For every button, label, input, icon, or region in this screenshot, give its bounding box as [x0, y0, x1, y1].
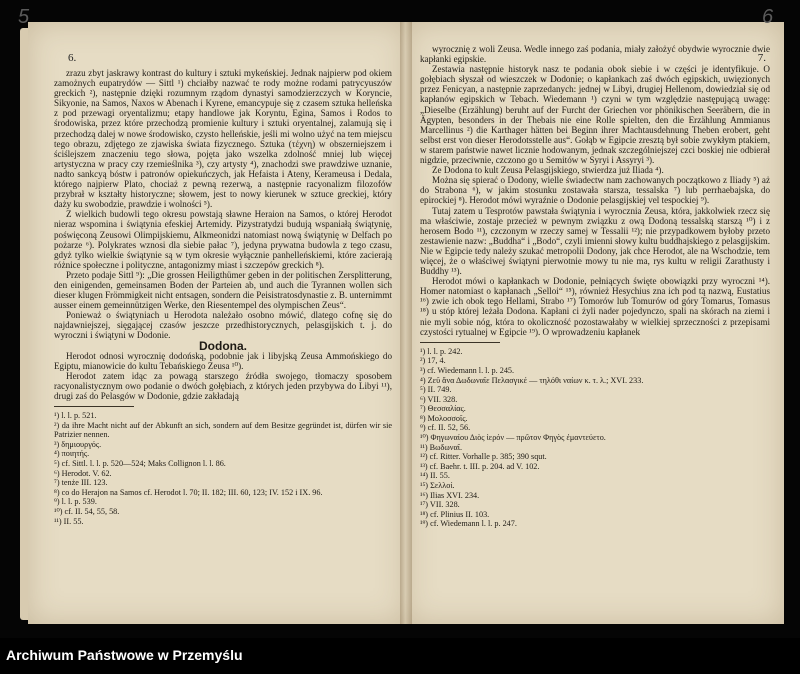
pencil-folio-left: 5 — [18, 6, 30, 28]
left-page — [28, 22, 407, 624]
left-paragraph: zrazu zbyt jaskrawy kontrast do kultury i sztuki mykeńskiej. Jednak najpierw pod okiem zamożnych eupatrydów — Sittl ¹) chciałby nazwać te rody możne rodami patrycyuszów greckich ²), następnie dzięki rozumnym rządom dynastyi samodzierzczych w Koryncie, Sikyonie, na Samos, Naxos w Abenach i Kyrene, emancypuje się z czasem sztuka helleńska z pod przewagi oryentalizmu; etapy handlowe jak Koryntu, Egina, Samos i Rodos to środowiska, przez które przechodzą promienie kultury i sztuki oryentalnej, zalamują się i przechodzą dalej w nowe środowisko, czysto helleńskie, jeśli mi wolno użyć na tem miejscu tego obrazu, zdjętego ze zjawiska świata fizycznego. Sztuka (τέχνη) w obszerniejszem i ściślejszem znaczeniu tego słowa, pojęta jako wszelka zdolność mniej lub więcej artystyczna w pracy czy rzemieślnika ³), czy artysty ⁴), znachodzi swe prawdziwe uznanie, nadto sankcyą bóstw i patronów opiekuńczych, jak Hefaista i Ateny, Kerameusa i Dedala, którego najpierw Plato, chociaż z pewną rezerwą, a następnie racyonalizm filozofów przybrał w kształty historyczne; słowem, jest to nowy kierunek w sztuce greckiej, który daży ku swobodzie, prawdzie i wolności ⁵). — [54, 68, 392, 210]
right-paragraph: Można się spierać o Dodony, wielle świadectw nam zachowanych początkowo z Iliady ⁵) aż do Strabona ⁶), w jakim stosunku zostawała starsza, tessalska ⁷) lub perrhaebajska, do epirockiej ⁸). Herodot mówi wyraźnie o Dodonie pelasgijskiej vel tespockiej ⁹). — [420, 175, 770, 206]
footnote: ¹⁰) cf. II. 54, 55, 58. — [54, 507, 120, 517]
left-paragraph: Herodot odnosi wyrocznię dodońską, podobnie jak i libyjską Zeusa Ammońskiego do Egiptu, mianowicie do kultu Tebańskiego Zeusa ¹⁰). — [54, 350, 392, 371]
footnote: ¹³) cf. Baehr. t. III. p. 204. ad V. 102. — [420, 461, 540, 471]
footnote: ⁸) co do Herajon na Samos cf. Herodot l. 70; II. 182; III. 60, 123; IV. 152 i IX. 96. — [54, 487, 323, 497]
footnote: ⁶) Herodot. V. 62. — [54, 468, 112, 478]
pencil-folio-right: 6 — [762, 6, 774, 28]
footnote: ⁹) cf. II. 52, 56. — [420, 423, 471, 433]
left-paragraph: Przeto podaje Sittl ⁹): „Die grossen Heiligthümer geben in der politischen Zersplitterung, den einigenden, gemeinsamen Boden der Parteien ab, und auch die Tyrannen wollen sich dieser klugen Frömmigkeit nicht entsagen, sondern die Peisistratosdynastie z. B. unternimmt ausser einem gemeinnützigen Werke, den Riesentempel des olympischen Zeus“. — [54, 269, 392, 311]
footnote: ¹¹) Βωδωναῖ. — [420, 442, 463, 452]
footnote: ¹¹) II. 55. — [54, 516, 84, 526]
left-paragraph: Ponieważ o świątyniach u Herodota należało osobno mówić, dlatego cofnę się do najdawniejszej, sięgającej czasów jeszcze przedhistorycznych, pelasgijskich t. j. do wyroczni i świątyni w Dodonie. — [54, 310, 392, 341]
footnote: ⁷) Θεσσαλίας. — [420, 404, 466, 414]
footnote: ⁸) Μολοσσοῖς. — [420, 413, 468, 423]
right-footnotes — [420, 347, 770, 529]
archive-name: Archiwum Państwowe w Przemyślu — [6, 647, 243, 663]
footnote: ³) δημιουργός. — [54, 439, 102, 449]
footnote: ⁷) tenże III. 123. — [54, 478, 108, 488]
footnote: ⁵) II. 749. — [420, 385, 452, 395]
open-book — [14, 22, 788, 624]
page-stack-edge — [20, 28, 28, 620]
footnote: ³) cf. Wiedemann l. l. p. 245. — [420, 365, 515, 375]
left-paragraph: Z wielkich budowli tego okresu powstają sławne Heraion na Samos, o której Herodot nieraz wspomina i świątynia efeskiej Artemidy. Pizystratydzi budują wspaniałą świątynię, poświęconą Zeusowi Olimpijskiemu, Alkmeonidzi natomiast nową świątynię w Delfach po pożarze ⁶). Polykrates wznosi dla siebie pałac ⁷), jedyna prywatna budowla z tego czasu, gdyż tylko wielkie świątynie są w tym okresie wyłącznie panhelleńskiemi, które zacierają różnice społeczne i polityczne, antagonizmy miast i szczepów greckich ⁸). — [54, 209, 392, 270]
footnote: ²) 17, 4. — [420, 356, 446, 366]
footnote: ¹) l. l. p. 242. — [420, 346, 463, 356]
footnote-rule — [54, 406, 134, 407]
left-paragraph: Herodot zatem idąc za powagą starszego źródła swojego, tłomaczy sposobem racyonalistycznym owo podanie o dwóch gołębiach, z których jeden przybywa do Libyi ¹¹), drugi zaś do Pelasgów w Dodonie, gdzie zakładają — [54, 370, 392, 401]
left-page-number: 6. — [68, 52, 77, 64]
right-page-number: 7. — [757, 52, 766, 64]
footnote: ¹⁹) cf. Wiedemann l. l. p. 247. — [420, 519, 517, 529]
footnote: ⁹) l. l. p. 539. — [54, 497, 97, 507]
right-paragraph: Zestawia następnie historyk nasz te podania obok siebie i w części je identyfikuje. O gołębiach słyszał od wieszczek w Dodonie; o kapłankach zaś dwóch egipskich, uwięzionych przez Fenicyan, a następnie zaprzedanych: jednej w Libyi, drugiej Hellenom, dowiedział się od kapłanów egipskich w Tebach. Wiedemann ¹) czyni w tym względzie następującą uwagę: „Dieselbe (Erzählung) beruht auf der Furcht der Griechen vor phönikischen Seeräbern, die in Ägypten, besonders in der Thebais nie eine Rolle spielten, den die Erzählung Ammianus Marcellinus ²) die Karthager hätten bei Beginn ihrer Machtausdehnung Theben erobert, geht selbst erst von dieser Herodotsstelle aus“. Gołąb w Egipcie zresztą był sobie zwykłym ptakiem, w starem państwie nawet licznie hodowanym, jednak szczególniejszej czci boskiej nie odbierał nigdzie, przeciwnie, czczono go u Semitów w Syryi i Assyryi ³). — [420, 64, 770, 166]
footnote: ⁶) VII. 328. — [420, 394, 458, 404]
footnote-rule — [420, 342, 500, 343]
footnote: ²) da ihre Macht nicht auf der Abkunft an sich, sondern auf dem Besitze gegründet ist, dürfen wir sie Patrizier nennen. — [54, 420, 392, 440]
book-spine — [400, 22, 412, 624]
footnote: ¹⁵) Σελλοί. — [420, 481, 455, 491]
footnote: ⁴) Ζεῦ ἄνα Δωδωναῖε Πελασγικέ — τηλόθι ναίων κ. τ. λ.; XVI. 233. — [420, 375, 644, 385]
right-paragraph: wyrocznię z woli Zeusa. Wedle innego zaś podania, miały założyć obydwie wyrocznie dwie kapłanki egipskie. — [420, 44, 770, 65]
left-footnotes — [54, 411, 392, 526]
right-page-text — [420, 44, 770, 529]
right-paragraph: Tutaj zatem u Tesprotów pawstała świątynia i wyrocznia Zeusa, która, jakkolwiek rzecz się ma właściwie, zostaje przecież w pewnym związku z ową Dodoną tessalską starszą ¹⁰) i z herosem Bodo ¹¹), czczonym w rzeczy samej w Tessalii ¹²); nie przypadkowem byłoby przeto zestawienie nazw: „Buddha“ i „Bodo“, czyli imienni słowy kultu buddhajskiego z pelasgijskim. Nie w Egipcie tedy należy szukać metropolii Dodony, jak chce Herodot, ale na Wschodzie, tem więcej, że o właściwej świątyni pierwotnie mowy tu nie ma, rys kultu w religii Zarathusty i Buddhy ¹³). — [420, 205, 770, 277]
footnote: ¹⁶) Ilias XVI. 234. — [420, 490, 480, 500]
footnote: ¹⁷) VII. 328. — [420, 500, 460, 510]
footnote: ⁴) ποιητής. — [54, 449, 90, 459]
footnote: ¹) l. l. p. 521. — [54, 411, 97, 421]
left-page-text — [54, 68, 392, 526]
section-heading: Dodona. — [199, 338, 247, 353]
footnote: ¹⁴) II. 55. — [420, 471, 450, 481]
right-paragraph: Herodot mówi o kapłankach w Dodonie, pełniących święte obowiązki przy wyroczni ¹⁴). Homer natomiast o kapłanach „Selloi“ ¹⁵), również Hesychius zna ich pod tą nazwą, Eustatius ¹⁶) zwie ich obok tego Hellami, Strabo ¹⁷) Tomorów lub Tomurów od góry Tomarus, Tomasus ¹⁸) u stóp której leżała Dodona. Kapłani ci żyli nader pojedynczo, spali na skórach na ziemi i nie myli sobie nóg, która to okoliczność pozostawałaby w wielkiej sprzeczności z przepisami czystości rytualnej w Egipcie ¹⁹). O wprowadzeniu kapłanek — [420, 276, 770, 337]
footnote: ¹²) cf. Ritter. Vorhalle p. 385; 390 squt. — [420, 452, 547, 462]
archive-footer-bar — [0, 638, 800, 674]
right-page — [406, 22, 784, 624]
right-paragraph: Ze Dodona to kult Zeusa Pelasgijskiego, stwierdza już Iliada ⁴). — [432, 165, 664, 176]
footnote: ⁵) cf. Sittl. l. l. p. 520—524; Maks Collignon l. l. 86. — [54, 459, 226, 469]
footnote: ¹⁸) cf. Plinius II. 103. — [420, 509, 490, 519]
footnote: ¹⁰) Φηγωναίου Διὸς ἱερόν — πρῶτον Φηγὸς ἐμαντεύετο. — [420, 433, 606, 443]
